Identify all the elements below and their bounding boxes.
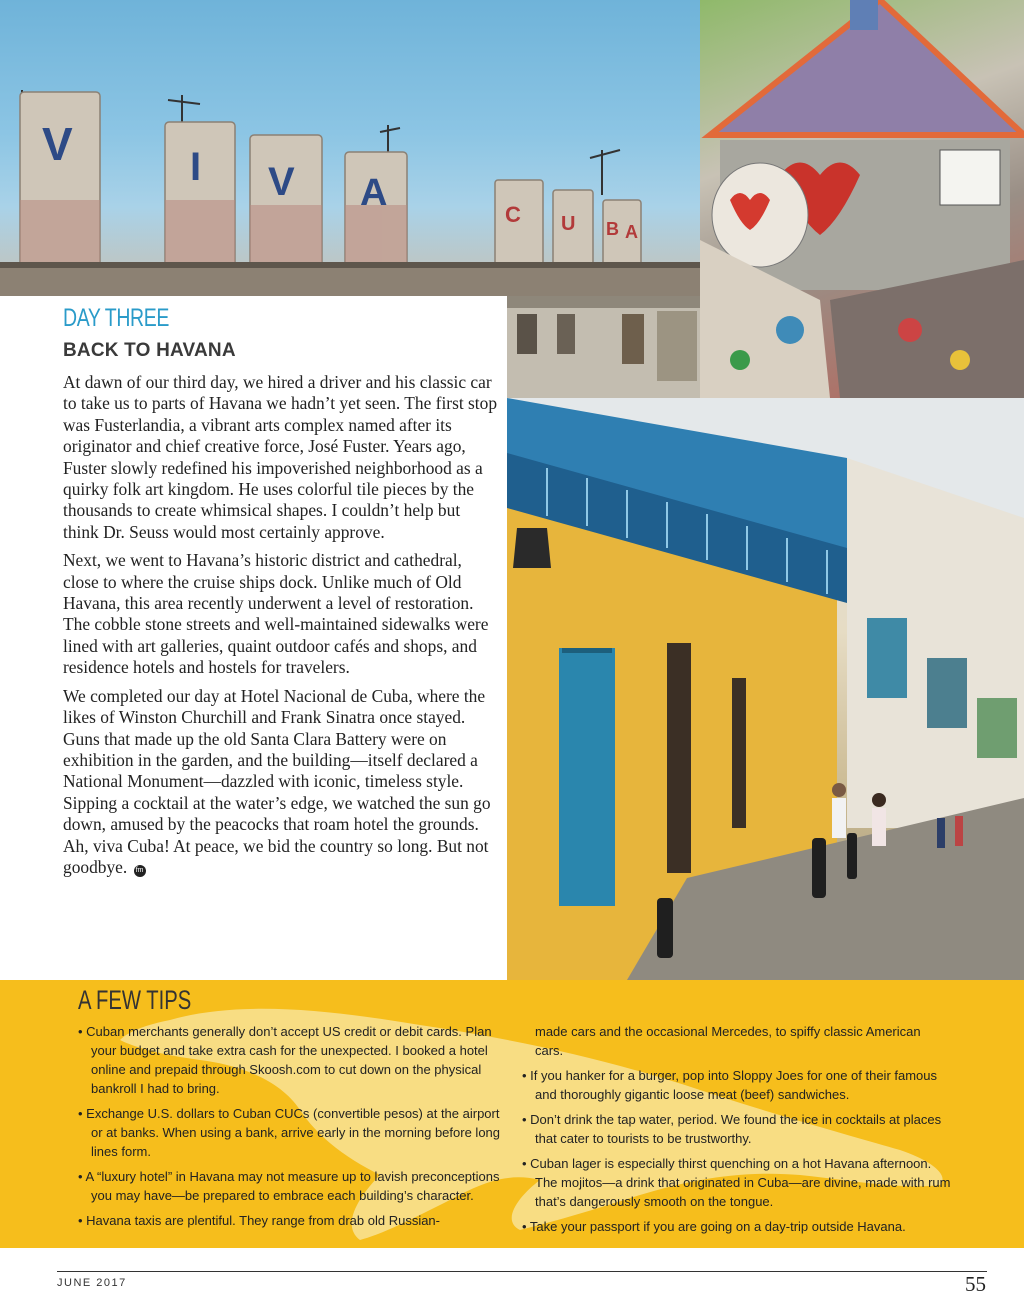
tank-letter: I bbox=[190, 145, 202, 189]
footer-rule bbox=[57, 1271, 987, 1272]
tip-item: • Cuban lager is especially thirst quenching on a hot Havana afternoon. The mojitos—a drink that originated in Cuba—are divine, made with rum that’s dangerously smooth on the tongue. bbox=[522, 1156, 951, 1209]
tip-item: • Take your passport if you are going on a day-trip outside Havana. bbox=[522, 1219, 906, 1234]
tip-item: • If you hanker for a burger, pop into Sloppy Joes for one of their famous and thoroughly gigantic loose meat (beef) sandwiches. bbox=[522, 1068, 938, 1102]
tank-letter: V bbox=[42, 118, 73, 170]
old-facade-photo bbox=[507, 296, 700, 398]
tank-letter: V bbox=[268, 160, 295, 204]
tip-item: • Cuban merchants generally don’t accept US credit or debit cards. Plan your budget and take extra cash for the unexpected. I booked a hotel online and prepaid through Skoosh.com to cut down on the physical bankroll I had to bring. bbox=[78, 1024, 492, 1096]
end-mark-icon: fm bbox=[134, 865, 146, 877]
tip-item: • A “luxury hotel” in Havana may not measure up to lavish preconceptions you may have—be prepared to embrace each building’s character. bbox=[78, 1169, 500, 1203]
mosaic-tower-photo bbox=[700, 0, 1024, 398]
article bbox=[63, 304, 499, 878]
tank-letter: U bbox=[561, 213, 576, 235]
tips-box bbox=[0, 980, 1024, 1248]
body-paragraph: Next, we went to Havana’s historic district and cathedral, close to where the cruise ships dock. Unlike much of Old Havana, this area recently underwent a level of restoration. The cobble stone streets and well-maintained sidewalks were lined with art galleries, quaint outdoor cafés and shops, and residence hotels and hostels for travelers. bbox=[63, 550, 489, 678]
tip-item: • Havana taxis are plentiful. They range from drab old Russian- bbox=[78, 1213, 440, 1228]
section-kicker: DAY THREE bbox=[63, 304, 169, 332]
tip-item: • Exchange U.S. dollars to Cuban CUCs (convertible pesos) at the airport or at banks. When using a bank, arrive early in the morning before long lines form. bbox=[78, 1106, 501, 1159]
issue-date: JUNE 2017 bbox=[57, 1277, 127, 1289]
body-paragraph-text: We completed our day at Hotel Nacional de Cuba, where the likes of Winston Churchill and Frank Sinatra once stayed. Guns that made up the old Santa Clara Battery were on exhibition in the garden, and the building—itself declared a National Monument—dazzled with iconic, timeless style. Sipping a cocktail at the water’s edge, we watched the sun go down, amused by the peacocks that roam hotel the grounds. Ah, viva Cuba! At peace, we bid the country so long. But not goodbye. bbox=[63, 685, 491, 877]
tips-column-right bbox=[522, 1022, 952, 1242]
tank-letter: C bbox=[505, 202, 521, 227]
tank-letter: A bbox=[360, 172, 388, 214]
colonial-street-photo bbox=[507, 398, 1024, 980]
tip-item: • Don’t drink the tap water, period. We found the ice in cocktails at places that cater to tourists to be trustworthy. bbox=[522, 1112, 942, 1146]
tank-letter: A bbox=[625, 222, 638, 242]
tips-title: A FEW TIPS bbox=[78, 985, 192, 1015]
body-paragraph: At dawn of our third day, we hired a driver and his classic car to take us to parts of Havana we hadn’t yet seen. The first stop was Fusterlandia, a vibrant arts complex named after its originator and chief creative force, José Fuster. Years ago, Fuster slowly redefined his impoverished neighborhood as a quirky folk art kingdom. He uses colorful tile pieces by the thousands to create whimsical shapes. I couldn’t help but think Dr. Seuss would most certainly approve. bbox=[63, 372, 498, 542]
viva-cuba-rooftop-photo bbox=[0, 0, 700, 296]
tank-letter: B bbox=[606, 219, 619, 239]
tips-column-left bbox=[78, 1022, 508, 1236]
body-paragraph bbox=[63, 686, 499, 879]
article-headline: BACK TO HAVANA bbox=[63, 340, 236, 361]
tip-item-continued: made cars and the occasional Mercedes, to spiffy classic American cars. bbox=[535, 1024, 921, 1058]
page-number: 55 bbox=[965, 1272, 986, 1296]
